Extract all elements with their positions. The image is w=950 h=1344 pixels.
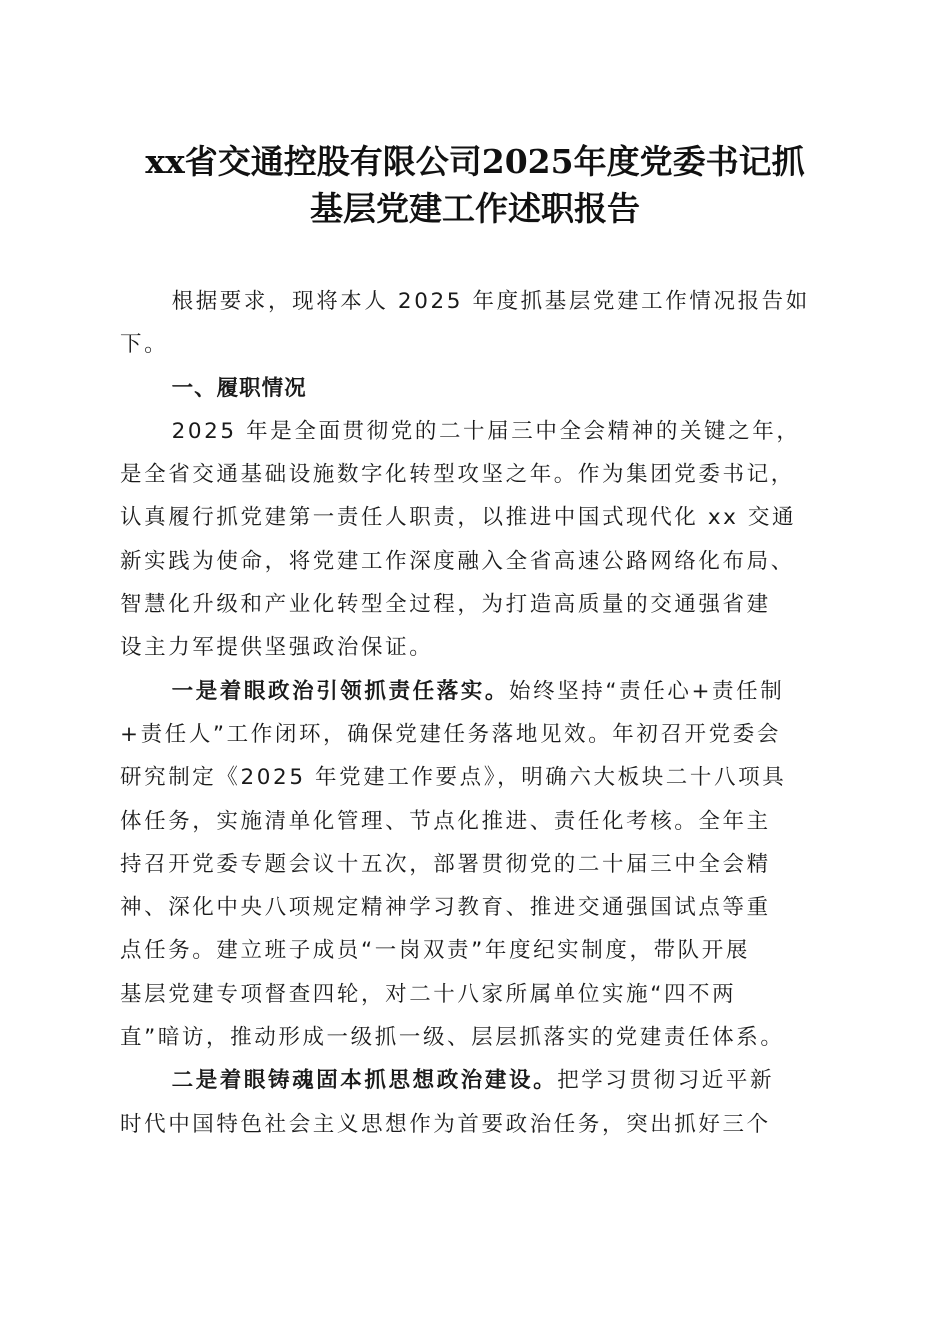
text-line: 体任务，实施清单化管理、节点化推进、责任化考核。全年主 <box>120 808 771 834</box>
text-line: 点任务。建立班子成员“一岗双责”年度纪实制度，带队开展 <box>120 938 750 964</box>
section-heading: 一、履职情况 <box>171 375 307 401</box>
title-line-1: xx省交通控股有限公司2025年度党委书记抓 <box>145 142 805 181</box>
text-line: +责任人”工作闭环，确保党建任务落地见效。年初召开党委会 <box>120 721 781 747</box>
text-line: 研究制定《2025 年党建工作要点》，明确六大板块二十八项具 <box>120 765 787 791</box>
section-1-paragraph-2 <box>120 670 830 1060</box>
text-line: 始终坚持“责任心+责任制 <box>509 678 785 704</box>
text-line: 是全省交通基础设施数字化转型攻坚之年。作为集团党委书记， <box>120 462 795 488</box>
document-title <box>100 138 850 232</box>
section-1-paragraph-3 <box>120 1059 830 1146</box>
paragraph-lead: 二是着眼铸魂固本抓思想政治建设。 <box>171 1068 558 1094</box>
text-line: 智慧化升级和产业化转型全过程，为打造高质量的交通强省建 <box>120 592 771 618</box>
text-line: 2025 年是全面贯彻党的二十届三中全会精神的关键之年， <box>171 418 801 444</box>
text-line: 设主力军提供坚强政治保证。 <box>120 635 434 661</box>
text-line: 直”暗访，推动形成一级抓一级、层层抓落实的党建责任体系。 <box>120 1025 785 1051</box>
document-body <box>120 280 830 1146</box>
intro-paragraph <box>120 280 830 367</box>
text-line: 时代中国特色社会主义思想作为首要政治任务，突出抓好三个 <box>120 1111 771 1137</box>
text-line: 根据要求，现将本人 2025 年度抓基层党建工作情况报告如 <box>171 289 810 314</box>
text-line: 把学习贯彻习近平新 <box>557 1068 775 1094</box>
text-line: 持召开党委专题会议十五次，部署贯彻党的二十届三中全会精 <box>120 851 771 877</box>
text-line: 下。 <box>120 332 169 358</box>
text-line: 神、深化中央八项规定精神学习教育、推进交通强国试点等重 <box>120 895 771 921</box>
section-1-paragraph-1 <box>120 410 830 670</box>
text-line: 基层党建专项督查四轮，对二十八家所属单位实施“四不两 <box>120 981 737 1007</box>
title-line-2: 基层党建工作述职报告 <box>310 189 640 228</box>
paragraph-lead: 一是着眼政治引领抓责任落实。 <box>171 678 509 704</box>
text-line: 认真履行抓党建第一责任人职责，以推进中国式现代化 xx 交通 <box>120 505 797 531</box>
text-line: 新实践为使命，将党建工作深度融入全省高速公路网络化布局、 <box>120 548 795 574</box>
